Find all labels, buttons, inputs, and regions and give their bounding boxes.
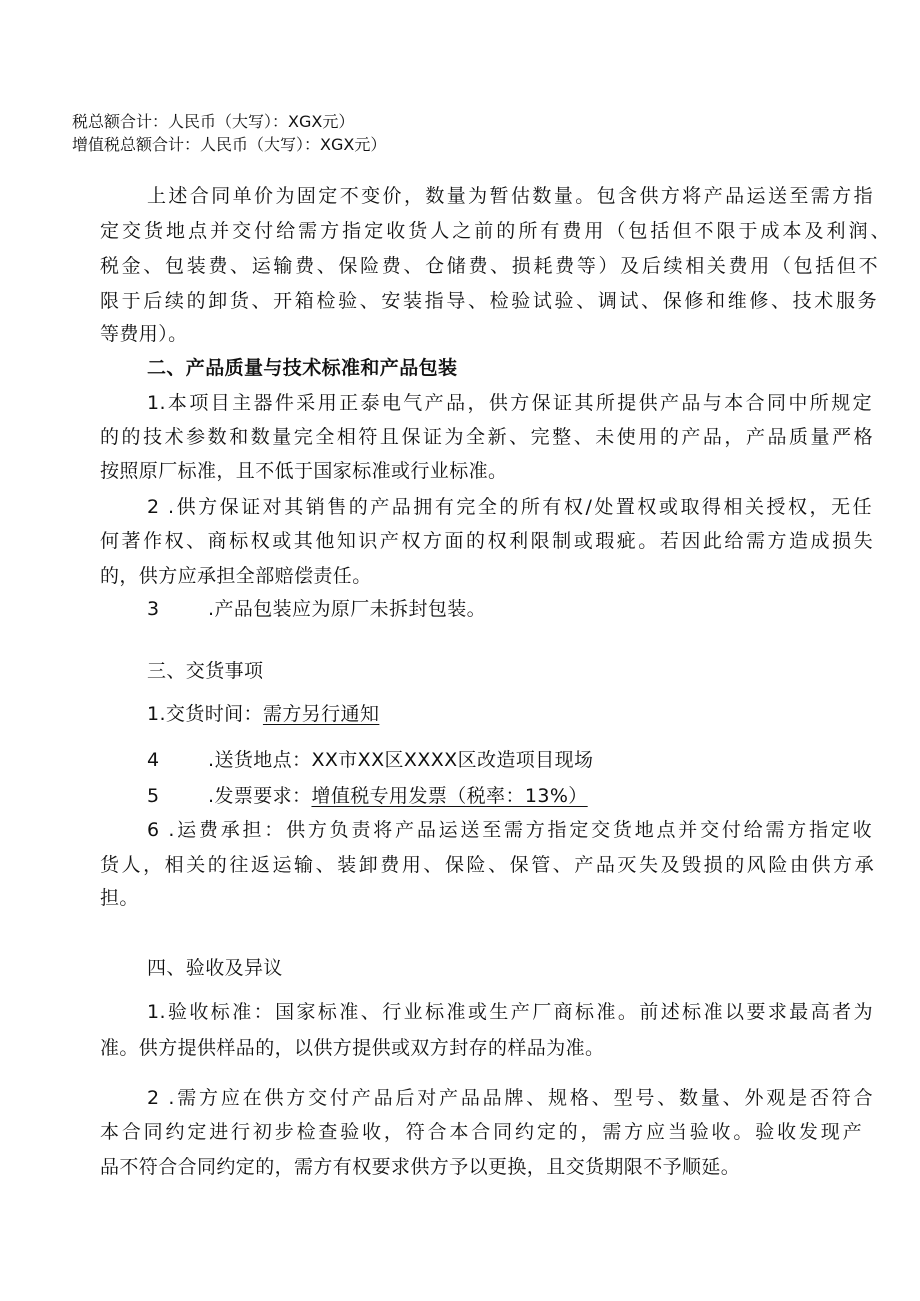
section2-heading: 二、产品质量与技术标准和产品包装 xyxy=(147,357,458,379)
delivery-time-value: 需方另行通知 xyxy=(262,703,380,725)
section2-item1-line: 的的技术参数和数量完全相符且保证为全新、完整、未使用的产品，产品质量严格 xyxy=(100,426,873,448)
invoice-label: .发票要求： xyxy=(208,785,312,807)
delivery-location: .送货地点：XX市XX区XXXX区改造项目现场 xyxy=(208,749,594,771)
inspection-clause-line: 本合同约定进行初步检查验收，符合本合同约定的，需方应当验收。验收发现产 xyxy=(100,1121,862,1143)
price-clause-line: 限于后续的卸货、开箱检验、安装指导、检验试验、调试、保修和维修、技术服务 xyxy=(100,290,877,312)
price-clause-line: 定交货地点并交付给需方指定收货人之前的所有费用（包括但不限于成本及利润、 xyxy=(100,220,890,242)
freight-clause-line: 6 .运费承担：供方负责将产品运送至需方指定交货地点并交付给需方指定收 xyxy=(147,819,872,841)
section3-heading: 三、交货事项 xyxy=(147,660,264,682)
inspection-clause-line: 2 .需方应在供方交付产品后对产品品牌、规格、型号、数量、外观是否符合 xyxy=(147,1087,873,1109)
section2-item1-line: 1.本项目主器件采用正泰电气产品，供方保证其所提供产品与本合同中所规定 xyxy=(147,392,872,414)
section2-item2-line: 何著作权、商标权或其他知识产权方面的权利限制或瑕疵。若因此给需方造成损失 xyxy=(100,530,873,552)
invoice-requirement-row xyxy=(208,782,588,810)
price-clause-line: 上述合同单价为固定不变价，数量为暂估数量。包含供方将产品运送至需方指 xyxy=(147,185,873,207)
section4-heading: 四、验收及异议 xyxy=(147,957,283,979)
section2-item2-line: 2 .供方保证对其销售的产品拥有完全的所有权/处置权或取得相关授权，无任 xyxy=(147,496,872,518)
freight-clause-line: 货人，相关的往返运输、装卸费用、保险、保管、产品灭失及毁损的风险由供方承 xyxy=(100,854,874,876)
invoice-value: 增值税专用发票（税率：13%） xyxy=(311,785,588,807)
delivery-time-row xyxy=(147,700,379,728)
tax-total-line: 税总额合计：人民币（大写）：XGX元） xyxy=(72,112,355,131)
acceptance-standard-line: 准。供方提供样品的，以供方提供或双方封存的样品为准。 xyxy=(100,1037,605,1059)
section2-item1-line: 按照原厂标准，且不低于国家标准或行业标准。 xyxy=(100,460,508,482)
delivery-time-label: 1.交货时间： xyxy=(147,703,263,725)
section2-item3-text: .产品包装应为原厂未拆封包装。 xyxy=(208,598,487,620)
acceptance-standard-line: 1.验收标准：国家标准、行业标准或生产厂商标准。前述标准以要求最高者为 xyxy=(147,1001,873,1023)
section3-item4-number: 4 xyxy=(147,749,160,771)
freight-clause-line: 担。 xyxy=(100,887,139,909)
section3-item5-number: 5 xyxy=(147,785,160,807)
price-clause-line: 等费用）。 xyxy=(100,323,188,345)
section2-item3-number: 3 xyxy=(147,598,160,620)
inspection-clause-line: 品不符合合同约定的，需方有权要求供方予以更换，且交货期限不予顺延。 xyxy=(100,1156,741,1178)
price-clause-line: 税金、包装费、运输费、保险费、仓储费、损耗费等）及后续相关费用（包括但不 xyxy=(100,255,878,277)
vat-total-line: 增值税总额合计：人民币（大写）：XGX元） xyxy=(72,135,387,154)
section2-item2-line: 的，供方应承担全部赔偿责任。 xyxy=(100,565,372,587)
